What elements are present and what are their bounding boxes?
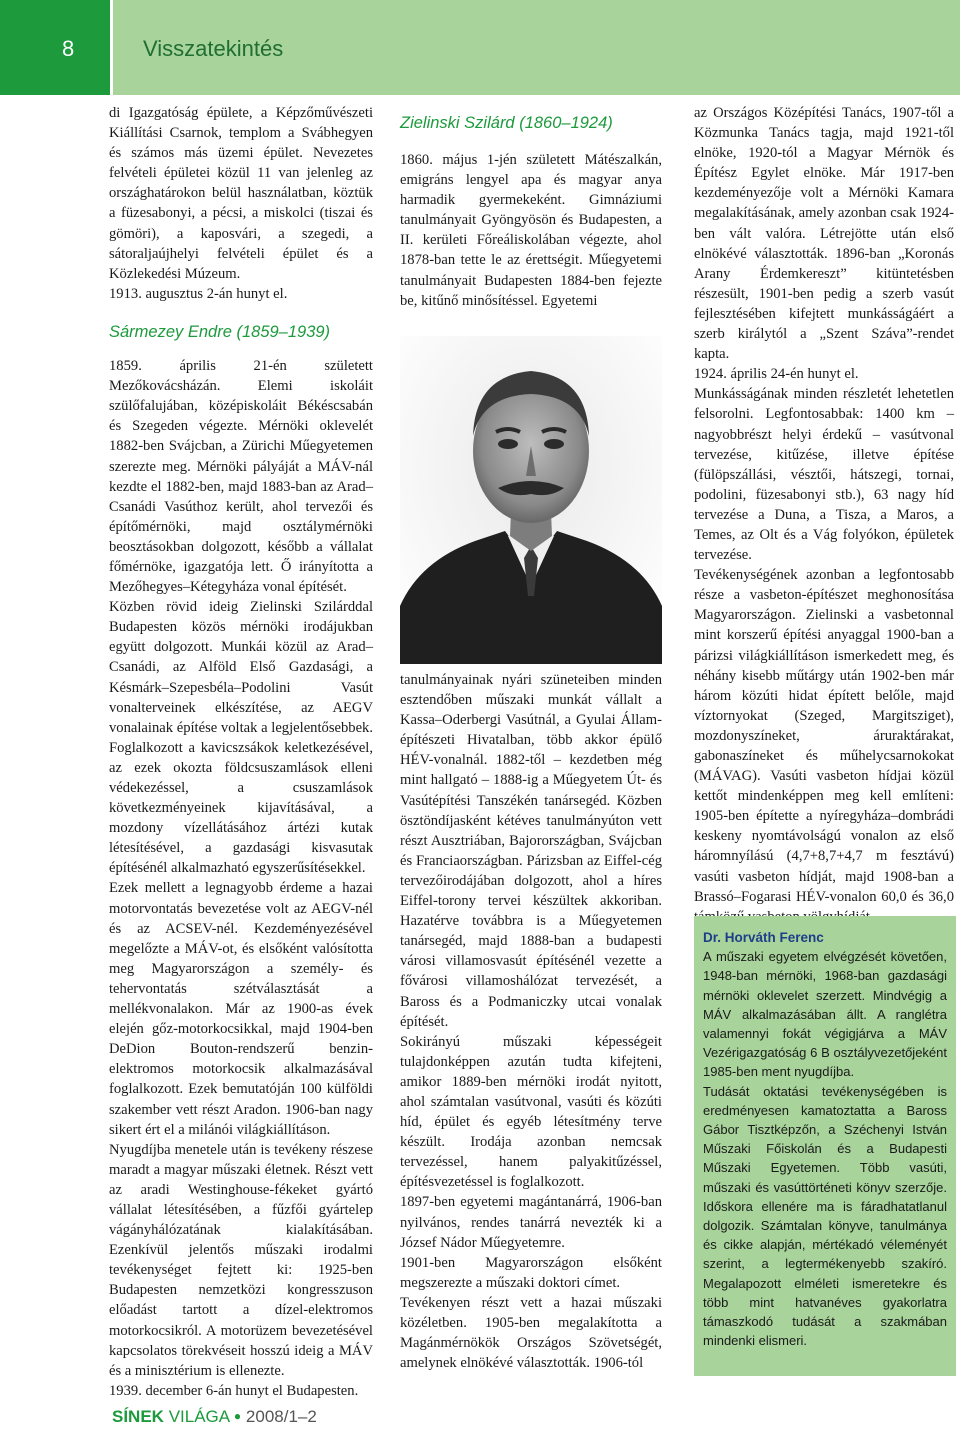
magazine-name-2: VILÁGA	[168, 1407, 230, 1426]
page-footer	[112, 1407, 317, 1427]
bullet-separator: ●	[233, 1409, 242, 1423]
page-number-box	[0, 0, 110, 95]
paragraph: Közben rövid ideig Zielinski Szilárddal Budapesten közös mérnöki irodájukban együtt dolgozott. Munkái közül az Arad–Csanádi, az Alföld Első Gazdasági, a Késmárk–Szepesbéla–Podolini Vasút vonalterveinek elkészítése, az AEGV vonalainak építése voltak a legjelentősebbek. Foglalkozott a kavicszsákok keletkezésével, az ezek okozta földcsuszamlások elleni védekezéssel, a csuszamlások következményeinek kijavításával, a mozdony vízellátásához ártézi kutak létesítésével, a gazdasági kisvasutak építésénél alkalmazható egyszerűsítésekkel.	[109, 599, 373, 877]
paragraph: 1859. április 21-én született Mezőkovácsházán. Elemi iskoláit szülőfalujában, középiskoláit Békéscsabán és Szegeden végezte. Mérnöki oklevelét 1882-ben Svájcban, a Zürichi Műegyetemen szerezte meg. Mérnöki pályáját a MÁV-nál kezdte el 1882-ben, majd 1883-ban az Arad–Csanádi Vasúthoz került, ahol tervezői és építőmérnöki, majd osztálymérnöki beosztásokban dolgozott, később a vállalat főmérnöke, igazgatója lett. Ő irányította a Mezőhegyes–Kétegyháza vonal építését.	[109, 358, 373, 596]
paragraph: 1924. április 24-én hunyt el.	[694, 366, 859, 383]
column-2-bottom	[400, 670, 662, 1373]
page-header	[0, 0, 960, 95]
page-number: 8	[62, 36, 75, 61]
paragraph: 1860. május 1-jén született Mátészalkán, emigráns lengyel apa és magyar anya harmadik gyermekeként. Gimnáziumi tanulmányait Gyöngyösön és Budapesten, a II. kerületi Főreáliskolában végezte, ahol 1878-ban tette le az érettségit. Műegyetemi tanulmányait Budapesten 1884-ben fejezte be, kitűnő minősítéssel. Egyetemi	[400, 152, 662, 309]
author-name: Dr. Horváth Ferenc	[703, 930, 824, 945]
author-bio-box	[694, 916, 956, 1376]
paragraph: 1901-ben Magyarországon elsőként megszerezte a műszaki doktori címet.	[400, 1254, 662, 1291]
article-heading-sarmezey: Sármezey Endre (1859–1939)	[109, 322, 331, 341]
article-heading-zielinski: Zielinski Szilárd (1860–1924)	[400, 114, 613, 132]
column-3	[694, 103, 954, 927]
section-bar	[113, 0, 960, 95]
section-title: Visszatekintés	[143, 36, 284, 61]
paragraph: Tevékenységének azonban a legfontosabb része a vasbeton-építészet meghonosítása Magyarországon. Zielinski a vasbetonnal mint korszerű építési anyaggal 1900-ban a párizsi világkiállításon ismerkedett meg, és néhány kisebb műtárgy után 1902-ben már három közúti hidat épített belőle, majd víztornyokat (Szeged, Margitsziget), mozdonyszíneket, áruraktárakat, gabonaszíneket és műhelycsarnokokat (MÁVAG). Vasúti vasbeton hídjai közül kettőt mindenképpen meg kell említeni: 1905-ben építette a nyíregyháza–dombrádi keskeny nyomtávolságú vonalon az első háromnyílású (4,7+8,7+4,7 m fesztávú) vasúti vasbeton hídját, majd 1908-ban a Brassó–Fogarasi HÉV-vonalon 60,0 és 36,0	[694, 567, 954, 905]
paragraph: A műszaki egyetem elvégzését követően, 1948-ban mérnöki, 1968-ban gazdasági mérnöki oklevelet szerzett. Mindvégig a MÁV alkalmazásában állt. A ranglétra valamennyi fokát végigjárva a MÁV Vezérigazgatóság 6 B osztályvezetőjeként 1985-ben ment nyugdíjba.	[703, 949, 947, 1080]
paragraph: 1913. augusztus 2-án hunyt el.	[109, 285, 288, 302]
paragraph: tanulmányainak nyári szüneteiben minden esztendőben műszaki munkát vállalt a Kassa–Oderbergi Vasútnál, a Gyulai Államépítészeti Hivatalban, több akkor épülő HÉV-vonalnál. 1882-től – kezdetben még mint hallgató – 1888-ig a Műegyetem Út- és Vasútépítési Tanszékén tanársegéd. Közben ösztöndíjasként kétéves tanulmányúton vett részt Ausztriában, Bajorországban, Svájcban és Franciaországban. Párizsban az Eiffel-cég tervezőirodájában dolgozott, ahol a híres Eiffel-torony tervei készültek akkoriban. Hazatérve továbbra is a Műegyetemen tanársegéd, majd 1888-ban a budapesti városi villamosvasút építésénél vezette a fővárosi villamoshálózat tervezését, a Baross és a Podmaniczky utcai vonalak építését.	[400, 672, 662, 1030]
paragraph: 1897-ben egyetemi magántanárrá, 1906-ban nyilvános, rendes tanárrá nevezték ki a József Nádor Műegyetemre.	[400, 1194, 662, 1251]
paragraph: Sokirányú műszaki képességeit tulajdonképpen azután tudta kifejteni, amikor 1889-ben mérnöki irodát nyitott, ahol számtalan vasútvonal, vasúti és közúti híd, épület és egyéb létesítmény terve készült. Irodája azonban nemcsak tervezéssel, hanem palyakitűzéssel, építésvezetéssel is foglalkozott.	[400, 1033, 662, 1191]
portrait-photo	[400, 336, 662, 664]
paragraph: Tudását oktatási tevékenységében is eredményesen kamatoztatta a Baross Gábor Tisztképzőn, a Széchenyi István Műszaki Főiskolán és a Budapesti Műszaki Egyetemen. Több vasúti, műszaki és vasúttörténeti könyv szerzője. Időskora ellenére ma is fáradhatatlanul dolgozik. Számtalan könyve, tanulmánya és cikke alapján, mértékadó véleményét szerint, a legtermékenyebb szakíró. Megalapozott elméleti ismeretekre és több mint hatvanéves gyakorlatra támaszkodó tudását a szakmában mindenki elismeri.	[703, 1083, 947, 1349]
paragraph: 1939. december 6-án hunyt el Budapesten.	[109, 1382, 359, 1399]
paragraph: az Országos Középítési Tanács, 1907-től a Közmunka Tanács tagja, majd 1921-től elnöke, 1920-tól a Magyar Mérnök és Építész Egylet elnöke. Már 1917-ben kezdeményezője volt a Mérnöki Kamara megalakításának, amely azonban csak 1924-ben vált valóra. Létrejötte után első elnökévé választották. 1896-ban „Koronás Arany Érdemkereszt” kitüntetésben részesült, 1901-ben pedig a szerb vasút fejlesztésében kifejtett munkásságáért a szerb királytól a „Szent Száva”-rendet kapta.	[694, 105, 954, 363]
paragraph: di Igazgatóság épülete, a Képzőművészeti Kiállítási Csarnok, templom a Svábhegyen és számos más üzemi épület. Nevezetes felvételi épületei közül 11 van jelenleg az országhatárokon belül használatban, köztük a füzesabonyi, a pécsi, a miskolci (tiszai és gömöri), a kaposvári, a szegedi, a sátoraljaújhelyi felvételi épület és a Közlekedési Múzeum.	[109, 105, 373, 282]
paragraph: Ezek mellett a legnagyobb érdeme a hazai motorvontatás bevezetése volt az AEGV-nél és az ACSEV-nél. Kezdeményezésével megelőzte a MÁV-ot, és elsőként valósította meg Magyarországon a személy- és tehervontatás szétválasztását a mellékvonalakon. Már az 1900-as évek elején gőz-motorkocsikkal, majd 1904-ben DeDion Bouton-rendszerű benzin-elektromos motorkocsik alkalmazásával foglalkozott. Ezek bemutatóján 100 külföldi szakember vett részt Aradon. 1906-ban nagy sikert ért el a milánói világkiállításon.	[109, 880, 373, 1138]
magazine-name: SÍNEK	[112, 1407, 164, 1426]
issue-number: 2008/1–2	[245, 1407, 317, 1426]
column-1	[109, 103, 373, 1401]
author-bio	[703, 928, 947, 1350]
column-2-top	[400, 150, 662, 311]
paragraph: Munkásságának minden részletét lehetetlen felsorolni. Legfontosabbak: 1400 km – nagyobbrészt helyi érdekű – vasútvonal tervezése, kitűzése, illetve építése (fülöpszállási, vésztői, hátszegi, tornai, podolini, füzesabonyi stb.), 63 nagy híd tervezése a Duna, a Tisza, a Maros, a Temes, az Olt és a Vág folyókon, épületek tervezése.	[694, 386, 954, 564]
paragraph: Tevékenyen részt vett a hazai műszaki közéletben. 1905-ben megalakította a Magánmérnökök Országos Szövetségét, amelynek elnökévé választották. 1906-tól	[400, 1294, 662, 1372]
paragraph: Nyugdíjba menetele után is tevékeny részese maradt a magyar műszaki életnek. Részt vett az aradi Westinghouse-fékeket gyártó vállalat létesítésében, a fűzfői gyártelep vágányhálózatának kialakításában. Ezenkívül jelentős műszaki irodalmi tevékenységet fejtett ki: 1925-ben Budapesten nemzetközi kongresszuson előadást tartott a dízel-elektromos motorkocsikról. A motorüzem bevezetésével kapcsolatos törekvéseit hosszú ideig a MÁV és a minisztérium is ellenezte.	[109, 1141, 373, 1379]
portrait-photo-icon	[400, 336, 662, 664]
